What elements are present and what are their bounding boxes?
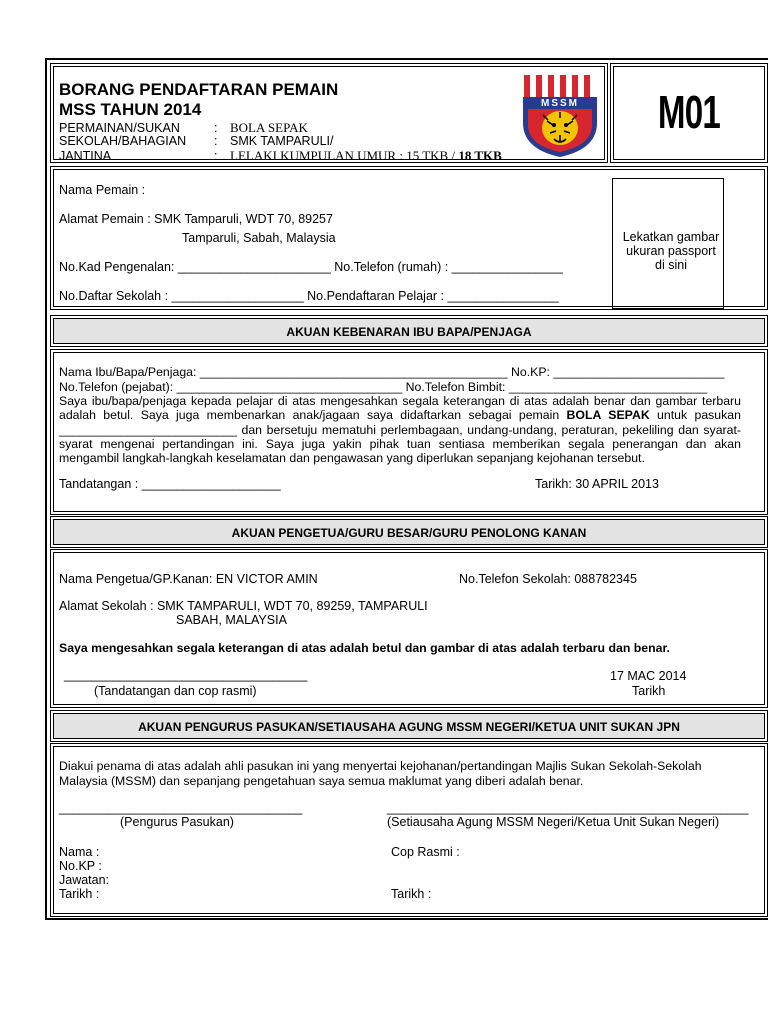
manager-signature-line[interactable]: ___________________________________ bbox=[59, 801, 303, 815]
header-row-sport: PERMAINAN/SUKAN : BOLA SEPAK bbox=[59, 120, 308, 135]
form-code: M01 bbox=[657, 86, 721, 138]
header-row-school: SEKOLAH/BAHAGIAN : SMK TAMPARULI/ bbox=[59, 134, 334, 148]
principal-signature-line[interactable]: ___________________________________ bbox=[64, 668, 308, 682]
principal-declaration: Saya mengesahkan segala keterangan di atas adalah betul dan gambar di atas adalah terbaru dan benar. bbox=[59, 641, 670, 655]
school-address-line2: SABAH, MALAYSIA bbox=[176, 613, 287, 627]
secretary-date-field[interactable]: Tarikh : bbox=[391, 887, 432, 901]
parent-name-field[interactable]: Nama Ibu/Bapa/Penjaga: _____________________________________________ No.KP: _________________________ bbox=[59, 365, 725, 379]
mssm-logo bbox=[520, 73, 600, 159]
official-stamp-field[interactable]: Cop Rasmi : bbox=[391, 845, 460, 859]
form-title: BORANG PENDAFTARAN PEMAIN bbox=[59, 80, 339, 99]
secretary-signature-caption: (Setiausaha Agung MSSM Negeri/Ketua Unit Sukan Negeri) bbox=[387, 815, 720, 829]
form-code-box bbox=[613, 66, 765, 160]
parent-signature-field[interactable]: Tandatangan : ____________________ bbox=[59, 477, 281, 491]
parent-date: Tarikh: 30 APRIL 2013 bbox=[535, 477, 659, 491]
secretary-signature-line[interactable]: ____________________________________________________ bbox=[387, 801, 749, 815]
form-header bbox=[53, 66, 605, 163]
principal-date-caption: Tarikh bbox=[632, 684, 666, 698]
manager-date-field[interactable]: Tarikh : bbox=[59, 887, 100, 901]
form-border bbox=[45, 58, 768, 920]
manager-signature-caption: (Pengurus Pasukan) bbox=[120, 815, 234, 829]
player-ic-field[interactable]: No.Kad Pengenalan: ______________________ No.Telefon (rumah) : ________________ bbox=[59, 260, 563, 274]
manager-declaration: Diakui penama di atas adalah ahli pasukan ini yang menyertai kejohanan/pertandingan Majlis Sukan Sekolah-Sekolah Malaysia (MSSM) dan sepanjang pengetahuan saya semua maklumat yang diberi adalah benar. bbox=[59, 759, 702, 788]
photo-instructions: Lekatkan gambar ukuran passport di sini bbox=[622, 230, 720, 272]
principal-date: 17 MAC 2014 bbox=[610, 669, 687, 683]
header-row-gender: JANTINA : LELAKI KUMPULAN UMUR : 15 TKB / 18 TKB bbox=[59, 148, 502, 163]
form-year: MSS TAHUN 2014 bbox=[59, 100, 202, 119]
player-section bbox=[53, 169, 765, 307]
principal-section-heading: AKUAN PENGETUA/GURU BESAR/GURU PENOLONG KANAN bbox=[53, 519, 765, 545]
principal-section bbox=[53, 552, 765, 705]
player-school-reg-field[interactable]: No.Daftar Sekolah : ___________________ No.Pendaftaran Pelajar : ________________ bbox=[59, 289, 559, 303]
logo-text: MSSM bbox=[541, 98, 579, 109]
player-address-field[interactable]: Alamat Pemain : SMK Tamparuli, WDT 70, 89257 bbox=[59, 212, 333, 226]
manager-kp-field[interactable]: No.KP : bbox=[59, 859, 102, 873]
school-address: Alamat Sekolah : SMK TAMPARULI, WDT 70, 89259, TAMPARULI bbox=[59, 599, 428, 613]
parent-declaration: Saya ibu/bapa/penjaga kepada pelajar di atas mengesahkan segala keterangan di atas adalah benar dan gambar terbaru adalah betul. Saya juga membenarkan anak/jagaan saya didaftarkan sebagai pemain BOLA SEPAK untuk pasukan __________________________ dan bersetuju mematuhi perlembagaan, undang-undang, peraturan, pekeliling dan syarat-syarat mengenai pertandingan ini. Saya juga yakin pihak tuan sentiasa memberikan segala penerangan dan akan mengambil langkah-langkah keselamatan dan pengawasan yang diperlukan sepanjang kejohanan tersebut. bbox=[59, 394, 741, 466]
manager-position-field[interactable]: Jawatan: bbox=[59, 873, 110, 887]
school-phone: No.Telefon Sekolah: 088782345 bbox=[459, 572, 637, 586]
principal-signature-caption: (Tandatangan dan cop rasmi) bbox=[94, 684, 257, 698]
player-address-line2: Tamparuli, Sabah, Malaysia bbox=[182, 231, 336, 245]
parent-phone-field[interactable]: No.Telefon (pejabat): _________________________________ No.Telefon Bimbit: _____________________________ bbox=[59, 380, 708, 394]
manager-section-heading: AKUAN PENGURUS PASUKAN/SETIAUSAHA AGUNG MSSM NEGERI/KETUA UNIT SUKAN JPN bbox=[53, 713, 765, 739]
manager-name-field[interactable]: Nama : bbox=[59, 845, 100, 859]
principal-name: Nama Pengetua/GP.Kanan: EN VICTOR AMIN bbox=[59, 572, 318, 586]
parent-section-heading: AKUAN KEBENARAN IBU BAPA/PENJAGA bbox=[53, 318, 765, 344]
manager-section bbox=[53, 746, 765, 914]
player-name-field[interactable]: Nama Pemain : bbox=[59, 183, 146, 197]
parent-section bbox=[53, 352, 765, 512]
